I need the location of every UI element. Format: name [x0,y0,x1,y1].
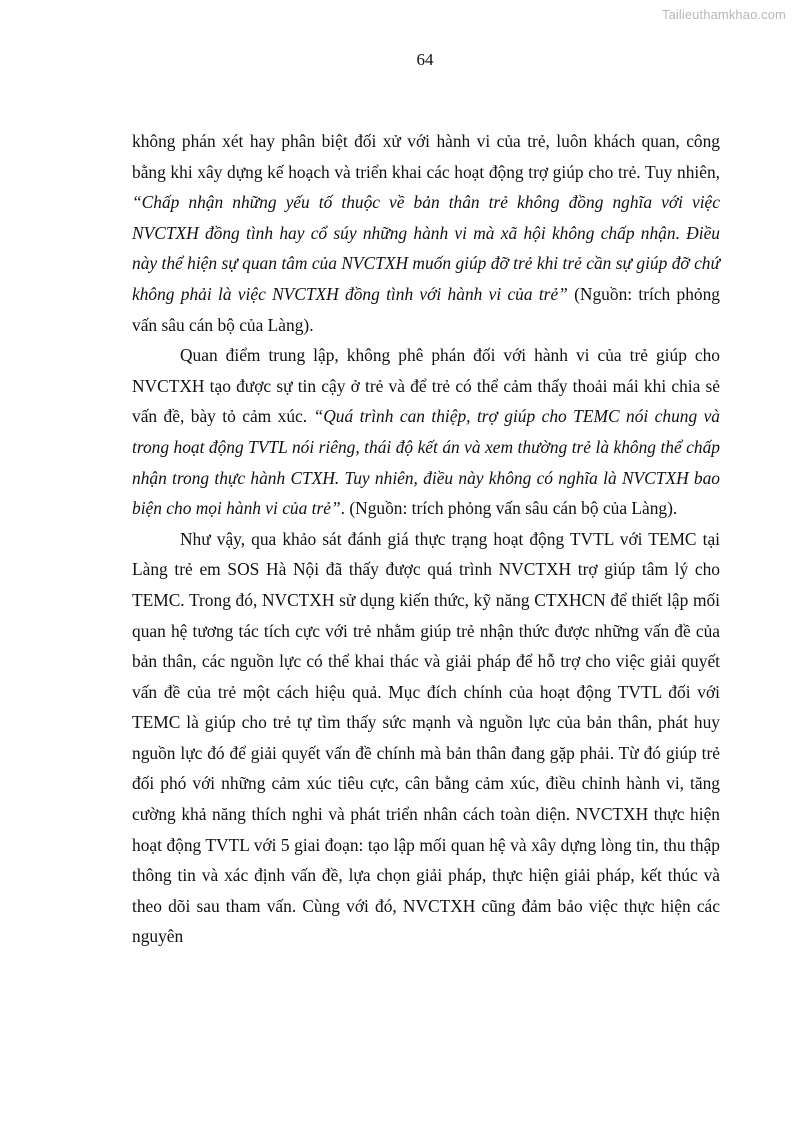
body-text: Như vậy, qua khảo sát đánh giá thực trạng hoạt động TVTL với TEMC tại Làng trẻ em SOS Hà Nội đã thấy được quá trình NVCTXH trợ giúp tâm lý cho TEMC. Trong đó, NVCTXH sử dụng kiến thức, kỹ năng CTXHCN để thiết lập mối quan hệ tương tác tích cực với trẻ nhằm giúp trẻ nhận thức được những vấn đề của bản thân, các nguồn lực có thể khai thác và giải pháp để hỗ trợ cho việc giải quyết vấn đề của trẻ một cách hiệu quả. Mục đích chính của hoạt động TVTL đối với TEMC là giúp cho trẻ tự tìm thấy sức mạnh và nguồn lực của bản thân, phát huy nguồn lực đó để giải quyết vấn đề chính mà bản thân đang gặp phải. Từ đó giúp trẻ đối phó với những cảm xúc tiêu cực, cân bằng cảm xúc, điều chỉnh hành vi, tăng cường khả năng thích nghi và phát triển nhân cách toàn diện. NVCTXH thực hiện hoạt động TVTL với 5 giai đoạn: tạo lập mối quan hệ và xây dựng lòng tin, thu thập thông tin và xác định vấn đề, lựa chọn giải pháp, thực hiện giải pháp, kết thúc và theo dõi sau tham vấn. Cùng với đó, NVCTXH cũng đảm bảo việc thực hiện các nguyên [132,528,720,947]
paragraph [132,524,720,952]
interview-quote: “Chấp nhận những yếu tố thuộc về bản thân trẻ không đồng nghĩa với việc NVCTXH đồng tình hay cổ súy những hành vi mà xã hội không chấp nhận. Điều này thể hiện sự quan tâm của NVCTXH muốn giúp đỡ trẻ khi trẻ cần sự giúp đỡ chứ không phải là việc NVCTXH đồng tình với hành vi của trẻ” [132,192,720,304]
page-number: 64 [416,50,434,69]
paragraph [132,340,720,524]
source-citation: (Nguồn: trích phỏng vấn sâu cán bộ của Làng). [132,283,721,335]
watermark: Tailieuthamkhao.com [661,7,786,22]
document-body [132,126,720,952]
body-text: không phán xét hay phân biệt đối xử với hành vi của trẻ, luôn khách quan, công bằng khi xây dựng kế hoạch và triển khai các hoạt động trợ giúp cho trẻ. Tuy nhiên, [132,131,720,182]
source-citation: . (Nguồn: trích phỏng vấn sâu cán bộ của Làng). [340,498,678,519]
interview-quote: “Quá trình can thiệp, trợ giúp cho TEMC nói chung và trong hoạt động TVTL nói riêng, thái độ kết án và xem thường trẻ là không thể chấp nhận trong thực hành CTXH. Tuy nhiên, điều này không có nghĩa là NVCTXH bao biện cho mọi hành vi của trẻ” [132,406,721,519]
paragraph-continuation [132,126,720,340]
body-text: Quan điểm trung lập, không phê phán đối với hành vi của trẻ giúp cho NVCTXH tạo được sự tin cậy ở trẻ và để trẻ có thể cảm thấy thoải mái khi chia sẻ vấn đề, bày tỏ cảm xúc. [132,345,720,427]
